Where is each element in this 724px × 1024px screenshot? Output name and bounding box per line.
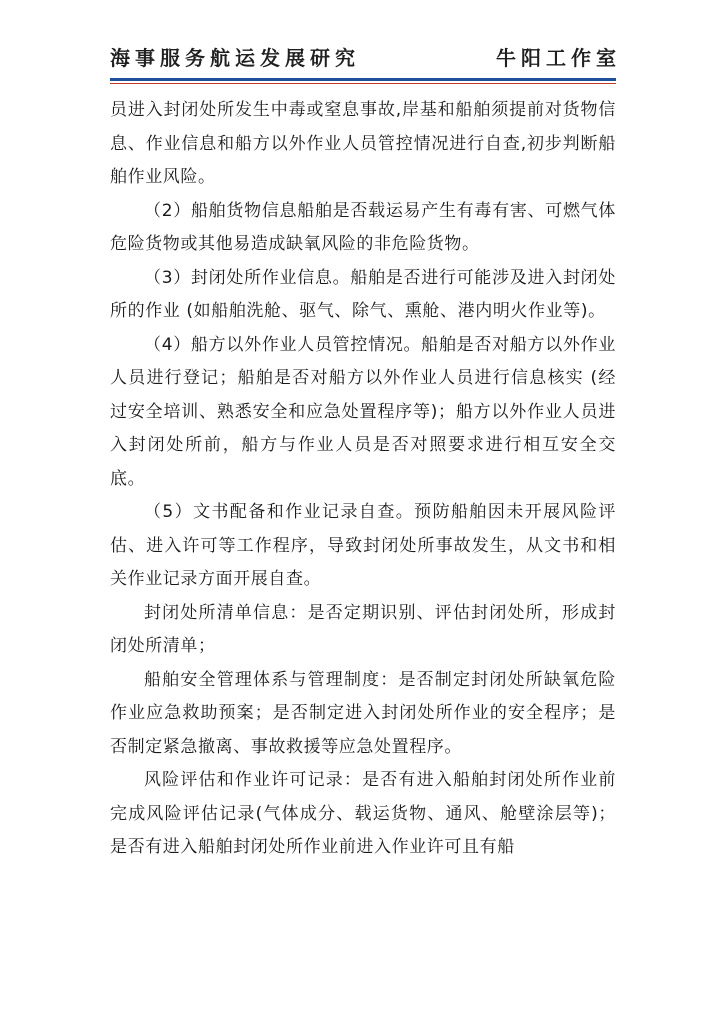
paragraph-cargo-info: （2）船舶货物信息船舶是否载运易产生有毒有害、可燃气体危险货物或其他易造成缺氧风险的非危险货物。 xyxy=(110,200,616,254)
paragraph-enclosed-space-work: （3）封闭处所作业信息。船舶是否进行可能涉及进入封闭处所的作业 (如船舶洗舱、驱气、除气、熏舱、港内明火作业等)。 xyxy=(110,267,616,321)
document-body xyxy=(110,94,616,865)
paragraph-external-personnel: （4）船方以外作业人员管控情况。船舶是否对船方以外作业人员进行登记；船舶是否对船方以外作业人员进行信息核实 (经过安全培训、熟悉安全和应急处置程序等)；船方以外作业人员进入封闭处所前，船方与作业人员是否对照要求进行相互安全交底。 xyxy=(110,334,616,489)
header-rule-primary xyxy=(110,78,616,81)
paragraph-continuation: 员进入封闭处所发生中毒或窒息事故,岸基和船舶须提前对货物信息、作业信息和船方以外作业人员管控情况进行自查,初步判断船舶作业风险。 xyxy=(110,100,616,187)
paragraph-space-list: 封闭处所清单信息：是否定期识别、评估封闭处所，形成封闭处所清单； xyxy=(110,602,616,656)
paragraph-documents-records: （5）文书配备和作业记录自查。预防船舶因未开展风险评估、进入许可等工作程序，导致封闭处所事故发生，从文书和相关作业记录方面开展自查。 xyxy=(110,502,616,589)
header-studio-name: 牛阳工作室 xyxy=(496,46,621,70)
header-rule-secondary xyxy=(110,83,616,84)
page-header xyxy=(110,44,621,72)
paragraph-safety-management: 船舶安全管理体系与管理制度：是否制定封闭处所缺氧危险作业应急救助预案；是否制定进入封闭处所作业的安全程序；是否制定紧急撤离、事故救援等应急处置程序。 xyxy=(110,669,616,757)
header-title: 海事服务航运发展研究 xyxy=(110,46,360,70)
paragraph-risk-assessment: 风险评估和作业许可记录：是否有进入船舶封闭处所作业前完成风险评估记录(气体成分、载运货物、通风、舱壁涂层等)；是否有进入船舶封闭处所作业前进入作业许可且有船 xyxy=(110,770,616,857)
